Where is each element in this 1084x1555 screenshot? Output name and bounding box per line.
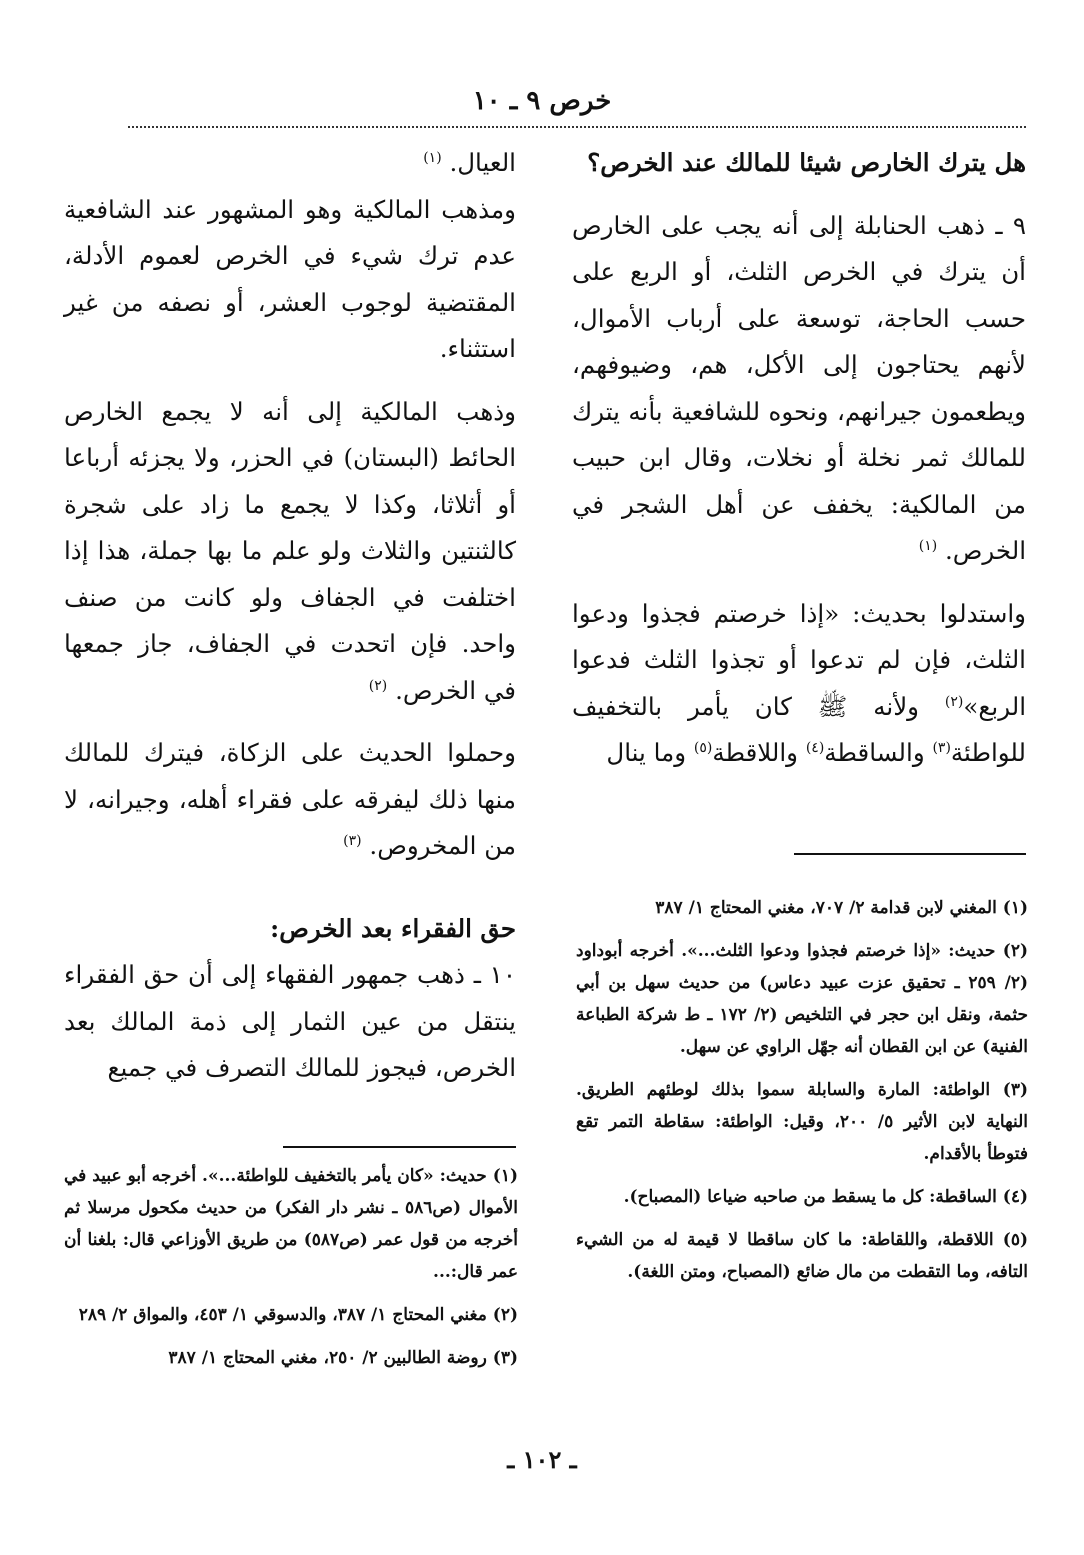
footnote-text: حديث: «كان يأمر بالتخفيف للواطئة...». أخرجه أبو عبيد في الأموال (ص٥٨٦ ـ نشر دار الفكر) من حديث مكحول مرسلا ثم أخرجه من قول عمر (ص٥٨٧) من طريق الأوزاعي قال: بلغنا أن عمر قال:... [64,1166,518,1282]
paragraph-text: وذهب المالكية إلى أنه لا يجمع الخارص الحائط (البستان) في الحزر، ولا يجزئه أرباعا أو أثلاثا، وكذا لا يجمع ما زاد على شجرة كالثنتين والثلاث ولو علم ما بها جملة، هذا إذا اختلفت في الجفاف ولو كانت من صنف واحد. فإن اتحدت في الجفاف، جاز جمعها في الخرص. [64,396,516,705]
footnote-number: (٥) [1002,1230,1029,1250]
page-number: ـ ١٠٢ ـ [507,1445,577,1474]
paragraph: ومذهب المالكية وهو المشهور عند الشافعية عدم ترك شيء في الخرص لعموم الأدلة، المقتضية لوجوب العشر، أو نصفه من غير استثناء. [64,194,516,363]
footnote-text: مغني المحتاج ١/ ٣٨٧، والدسوقي ١/ ٤٥٣، والمواق ٢/ ٢٨٩ [78,1305,487,1325]
paragraph-text: واستدلوا بحديث: «إذا خرصتم فجذوا ودعوا الثلث، فإن لم تدعوا أو تجذوا الثلث فدعوا الربع» [572,598,1026,721]
footnote-ref: (٤) [805,739,825,756]
footnote [576,1181,1028,1213]
footnotes-right [576,892,1028,1299]
footnote-number: (١) [492,1166,518,1186]
footnote-text: روضة الطالبين ٢/ ٢٥٠، مغني المحتاج ١/ ٣٨٧ [168,1348,487,1368]
paragraph-text: العيال. [449,148,516,177]
paragraph [64,389,516,715]
footnote-divider [794,853,1026,855]
header-divider [128,126,1026,128]
footnote-ref: (٢) [944,693,964,710]
footnote-ref: (١) [918,537,938,554]
footnote [576,1224,1028,1288]
footnote-text: المغني لابن قدامة ٢/ ٧٠٧، مغني المحتاج ١/ ٣٨٧ [655,898,997,918]
footnote-ref: (٢) [368,677,388,694]
footnote-number: (٤) [1002,1187,1028,1207]
footnotes-left [64,1160,518,1385]
paragraph-text: ٩ ـ ذهب الحنابلة إلى أنه يجب على الخارص أن يترك في الخرص الثلث، أو الربع على حسب الحاجة، توسعة على أرباب الأموال، لأنهم يحتاجون إلى الأكل، هم، وضيوفهم، ويطعمون جيرانهم، ونحوه للشافعية بأنه يترك للمالك ثمر نخلة أو نخلات، وقال ابن حبيب من المالكية: يخفف عن أهل الشجر في الخرص. [572,210,1026,565]
section-heading-left: حق الفقراء بعد الخرص: [270,913,516,943]
paragraph-text: والساقطة [824,738,933,767]
page-header: خرص ٩ ـ ١٠ [472,86,612,116]
right-column [572,140,1026,777]
footnote-ref: (٣) [343,832,362,849]
left-column [64,140,516,1092]
paragraph [64,140,516,187]
paragraph [572,203,1026,575]
footnote [64,1160,518,1288]
paragraph [64,730,516,870]
footnote [64,1299,518,1331]
footnote [576,892,1028,924]
footnote-number: (١) [1002,898,1028,918]
footnote-number: (٣) [492,1348,518,1368]
section-heading-right: هل يترك الخارص شيئا للمالك عند الخرص؟ [587,148,1026,177]
footnote-text: الساقطة: كل ما يسقط من صاحبه ضياعا (المصباح). [623,1187,997,1207]
paragraph [572,591,1026,777]
footnote-ref: (٣) [932,739,951,756]
footnote-number: (٢) [1002,941,1029,961]
footnote-text: حديث: «إذا خرصتم فجذوا ودعوا الثلث...». أخرجه أبوداود (٢/ ٢٥٩ ـ تحقيق عزت عبيد دعاس) من حديث سهل بن أبي حثمة، ونقل ابن حجر في التلخيص (٢/ ١٧٢ ـ ط شركة الطباعة الفنية) عن ابن القطان أنه جهّل الراوي عن سهل. [576,941,1028,1057]
paragraph-text: وحملوا الحديث على الزكاة، فيترك للمالك منها ذلك ليفرقه على فقراء أهله، وجيرانه، لا من المخروص. [64,738,516,860]
paragraph-text: واللاقطة [712,738,806,767]
footnote-ref: (١) [423,149,442,166]
footnote-text: اللاقطة، واللقاطة: ما كان ساقطا لا قيمة له من الشيء التافه، وما التقطت من مال ضائع (المصباح، ومتن اللغة). [576,1230,1028,1282]
footnote-ref: (٥) [693,739,713,756]
footnote [576,935,1028,1063]
paragraph-text: وما ينال [606,738,694,767]
paragraph-text: ولأنه ﷺ كان يأمر بالتخفيف للواطئة [572,691,1026,767]
footnote-text: الواطئة: المارة والسابلة سموا بذلك لوطئهم الطريق. النهاية لابن الأثير ٥/ ٢٠٠، وقيل: الواطئة: سقاطة التمر تقع فتوطأ بالأقدام. [576,1080,1028,1164]
footnote [576,1074,1028,1170]
paragraph: ١٠ ـ ذهب جمهور الفقهاء إلى أن حق الفقراء ينتقل من عين الثمار إلى ذمة المالك بعد الخرص، فيجوز للمالك التصرف في جميع [64,960,516,1082]
footnote-number: (٢) [492,1305,518,1325]
footnote-divider [283,1146,516,1148]
footnote-number: (٣) [1002,1080,1028,1100]
footnote [64,1342,518,1374]
